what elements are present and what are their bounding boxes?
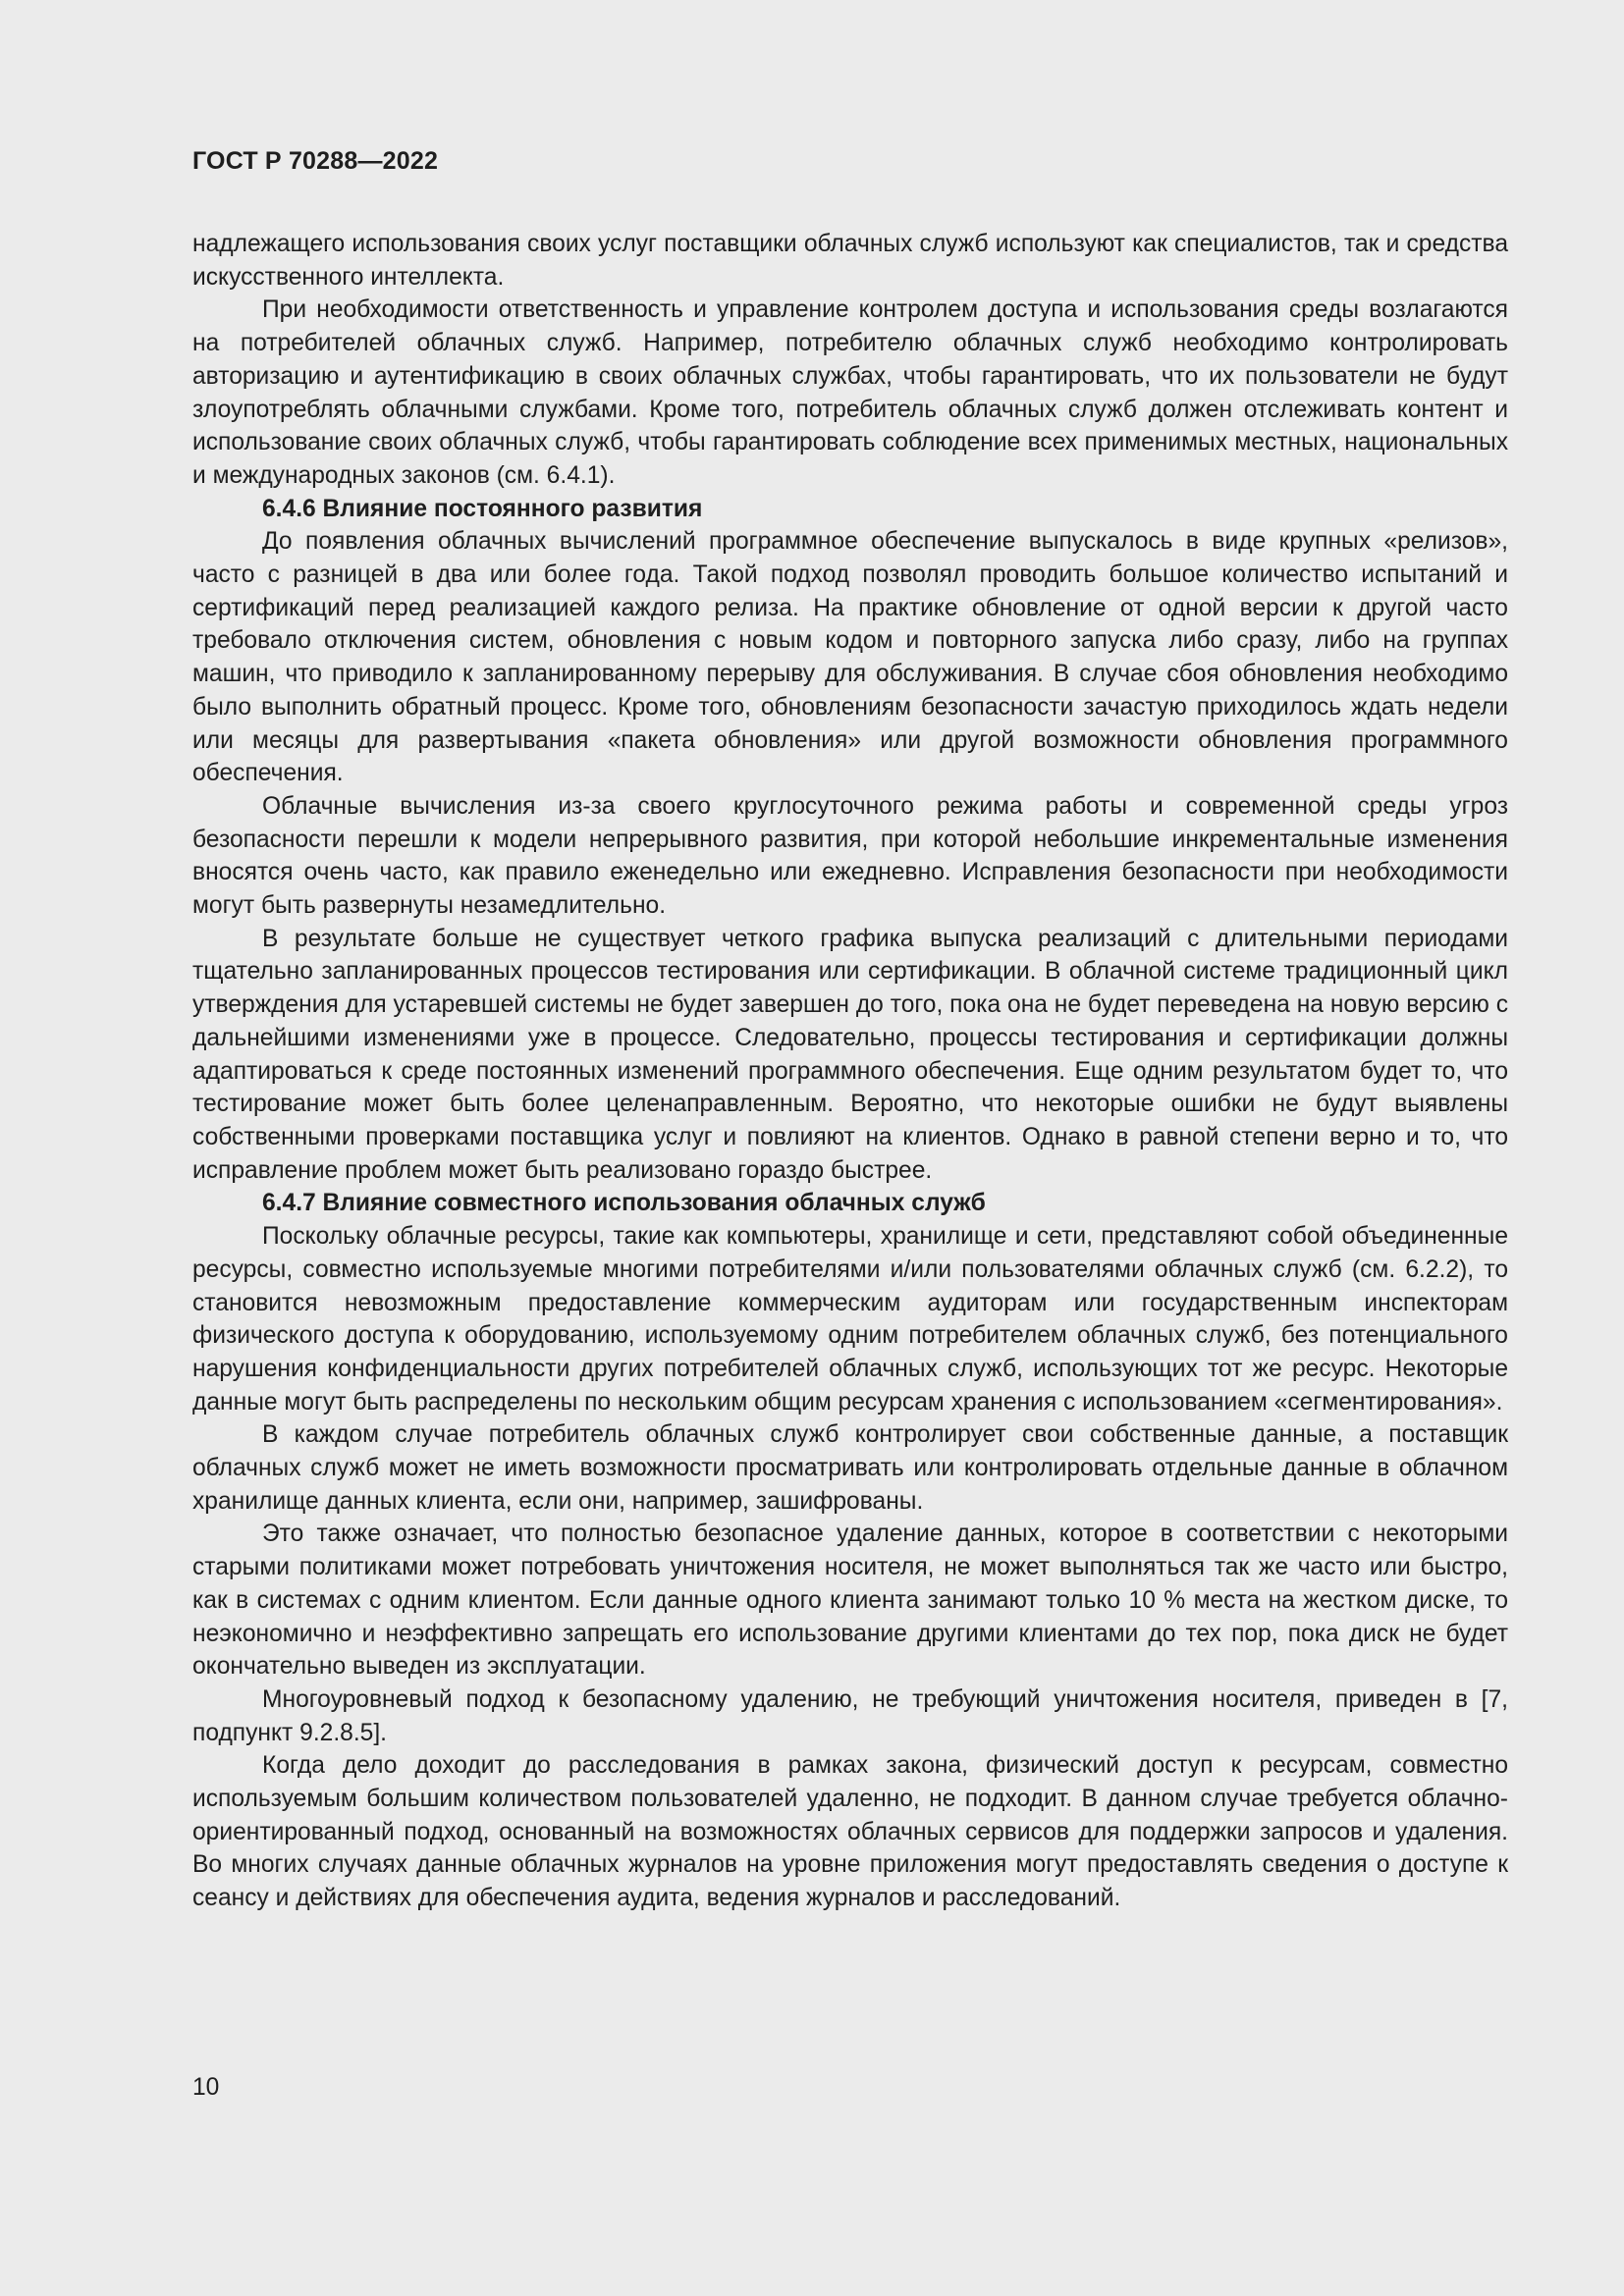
paragraph: Многоуровневый подход к безопасному удалению, не требующий уничтожения носителя, приведен в [7, подпункт 9.2.8.5]. xyxy=(192,1685,1508,1746)
page-number: 10 xyxy=(192,2074,220,2101)
section-heading-6-4-7: 6.4.7 Влияние совместного использования облачных служб xyxy=(262,1190,986,1217)
paragraph: Когда дело доходит до расследования в рамках закона, физический доступ к ресурсам, совместно используемым большим количеством пользователей удаленно, не подходит. В данном случае требуется облачно-ориентированный подход, основанный на возможностях облачных сервисов для поддержки запросов и удаления. Во многих случаях данные облачных журналов на уровне приложения могут предоставлять сведения о доступе к сеансу и действиях для обеспечения аудита, ведения журналов и расследований. xyxy=(192,1752,1508,1912)
paragraph: Облачные вычисления из-за своего круглосуточного режима работы и современной среды угроз безопасности перешли к модели непрерывного развития, при которой небольшие инкрементальные изменения вносятся очень часто, как правило еженедельно или ежедневно. Исправления безопасности при необходимости могут быть развернуты незамедлительно. xyxy=(192,792,1508,920)
paragraph: Поскольку облачные ресурсы, такие как компьютеры, хранилище и сети, представляют собой объединенные ресурсы, совместно используемые многими потребителями и/или пользователями облачных служб (см. 6.2.2), то становится невозможным предоставление коммерческим аудиторам или государственным инспекторам физического доступа к оборудованию, используемому одним потребителем облачных служб, без потенциального нарушения конфиденциальности других потребителей облачных служб, использующих тот же ресурс. Некоторые данные могут быть распределены по нескольким общим ресурсам хранения с использованием «сегментирования». xyxy=(192,1223,1508,1415)
paragraph: При необходимости ответственность и управление контролем доступа и использования среды возлагаются на потребителей облачных служб. Например, потребителю облачных служб необходимо контролировать авторизацию и аутентификацию в своих облачных службах, чтобы гарантировать, что их пользователи не будут злоупотреблять облачными службами. Кроме того, потребитель облачных служб должен отслеживать контент и использование своих облачных служб, чтобы гарантировать соблюдение всех применимых местных, национальных и международных законов (см. 6.4.1). xyxy=(192,296,1508,489)
section-heading-6-4-6: 6.4.6 Влияние постоянного развития xyxy=(262,495,703,522)
paragraph-continuation: надлежащего использования своих услуг поставщики облачных служб используют как специалистов, так и средства искусственного интеллекта. xyxy=(192,231,1508,291)
paragraph: Это также означает, что полностью безопасное удаление данных, которое в соответствии с некоторыми старыми политиками может потребовать уничтожения носителя, не может выполняться так же часто или быстро, как в системах с одним клиентом. Если данные одного клиента занимают только 10 % места на жестком диске, то неэкономично и неэффективно запрещать его использование другими клиентами до тех пор, пока диск не будет окончательно выведен из эксплуатации. xyxy=(192,1521,1508,1681)
paragraph: В каждом случае потребитель облачных служб контролирует свои собственные данные, а поставщик облачных служб может не иметь возможности просматривать или контролировать отдельные данные в облачном хранилище данных клиента, если они, например, зашифрованы. xyxy=(192,1421,1508,1515)
standard-code-header: ГОСТ Р 70288—2022 xyxy=(192,147,439,175)
document-body xyxy=(192,228,1508,1915)
paragraph: До появления облачных вычислений программное обеспечение выпускалось в виде крупных «релизов», часто с разницей в два или более года. Такой подход позволял проводить большое количество испытаний и сертификаций перед реализацией каждого релиза. На практике обновление от одной версии к другой часто требовало отключения систем, обновления с новым кодом и повторного запуска либо сразу, либо на группах машин, что приводило к запланированному перерыву для обслуживания. В случае сбоя обновления необходимо было выполнить обратный процесс. Кроме того, обновлениям безопасности зачастую приходилось ждать недели или месяцы для развертывания «пакета обновления» или другой возможности обновления программного обеспечения. xyxy=(192,528,1508,787)
paragraph: В результате больше не существует четкого графика выпуска реализаций с длительными периодами тщательно запланированных процессов тестирования или сертификации. В облачной системе традиционный цикл утверждения для устаревшей системы не будет завершен до того, пока она не будет переведена на новую версию с дальнейшими изменениями уже в процессе. Следовательно, процессы тестирования и сертификации должны адаптироваться к среде постоянных изменений программного обеспечения. Еще одним результатом будет то, что тестирование может быть более целенаправленным. Вероятно, что некоторые ошибки не будут выявлены собственными проверками поставщика услуг и повлияют на клиентов. Однако в равной степени верно и то, что исправление проблем может быть реализовано гораздо быстрее. xyxy=(192,925,1508,1184)
